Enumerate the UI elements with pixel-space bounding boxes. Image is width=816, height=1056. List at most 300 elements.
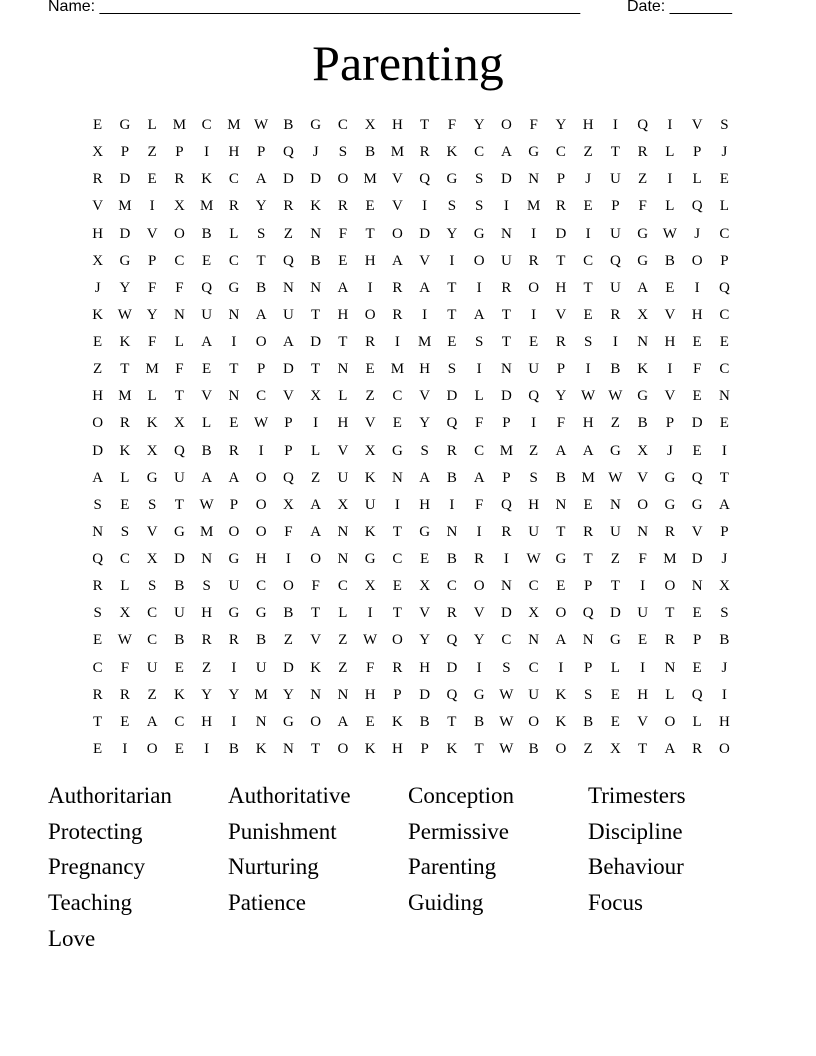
grid-letter: T: [447, 306, 457, 323]
grid-letter: J: [694, 225, 701, 242]
grid-letter: N: [500, 361, 512, 378]
grid-letter: P: [420, 740, 429, 757]
page-title: Parenting: [312, 35, 504, 91]
header-row: [48, 0, 748, 20]
grid-letter: A: [419, 279, 431, 296]
grid-letter: A: [310, 496, 322, 513]
grid-letter: H: [555, 279, 567, 296]
grid-row: [84, 492, 738, 519]
grid-letter: C: [501, 632, 512, 649]
grid-letter: R: [283, 198, 294, 215]
grid-letter: P: [583, 578, 593, 595]
grid-letter: Z: [529, 442, 539, 459]
grid-letter: H: [364, 252, 376, 269]
grid-letter: M: [390, 144, 405, 161]
grid-letter: Y: [446, 225, 458, 242]
grid-letter: K: [391, 713, 403, 730]
grid-letter: C: [474, 144, 485, 161]
grid-letter: B: [310, 252, 321, 269]
grid-letter: Z: [93, 361, 103, 378]
grid-letter: G: [664, 496, 676, 513]
grid-letter: N: [337, 523, 349, 540]
grid-letter: R: [92, 578, 103, 595]
grid-letter: P: [393, 686, 402, 703]
grid-letter: N: [528, 632, 540, 649]
grid-letter: O: [664, 578, 676, 595]
grid-letter: H: [691, 306, 703, 323]
word-list-item: Focus: [588, 890, 643, 916]
grid-letter: L: [120, 578, 130, 595]
grid-letter: A: [419, 469, 431, 486]
grid-letter: L: [692, 713, 702, 730]
grid-letter: T: [174, 496, 184, 513]
grid-letter: O: [555, 740, 567, 757]
grid-letter: I: [122, 740, 128, 757]
grid-letter: A: [255, 171, 267, 188]
grid-letter: Q: [528, 388, 540, 405]
grid-letter: N: [391, 469, 403, 486]
grid-letter: W: [608, 388, 623, 405]
grid-letter: H: [337, 306, 349, 323]
grid-letter: Q: [173, 442, 185, 459]
grid-letter: B: [583, 713, 594, 730]
grid-letter: O: [228, 523, 240, 540]
grid-row: [84, 465, 738, 492]
grid-letter: T: [556, 252, 566, 269]
grid-letter: X: [282, 496, 294, 513]
grid-letter: G: [637, 225, 649, 242]
grid-letter: T: [311, 306, 321, 323]
grid-letter: T: [610, 578, 620, 595]
grid-letter: R: [446, 442, 457, 459]
grid-letter: R: [92, 171, 103, 188]
grid-letter: C: [583, 252, 594, 269]
grid-letter: V: [637, 713, 649, 730]
grid-letter: H: [337, 415, 349, 432]
grid-letter: V: [473, 605, 485, 622]
grid-letter: S: [583, 334, 593, 351]
grid-letter: T: [311, 361, 321, 378]
grid-letter: H: [528, 496, 540, 513]
grid-letter: I: [721, 442, 727, 459]
grid-letter: L: [311, 442, 321, 459]
word-list-item: Punishment: [228, 818, 337, 844]
grid-letter: V: [419, 252, 431, 269]
grid-letter: I: [640, 578, 646, 595]
grid-letter: E: [147, 171, 157, 188]
grid-letter: A: [718, 496, 730, 513]
grid-letter: P: [556, 361, 566, 378]
grid-letter: X: [92, 144, 104, 161]
grid-letter: I: [231, 659, 237, 676]
grid-letter: U: [609, 225, 621, 242]
grid-letter: V: [419, 388, 431, 405]
grid-letter: R: [337, 198, 348, 215]
grid-letter: Z: [365, 388, 375, 405]
grid-letter: K: [92, 306, 104, 323]
grid-letter: B: [365, 144, 376, 161]
grid-letter: D: [500, 171, 512, 188]
grid-letter: P: [692, 632, 702, 649]
grid-letter: J: [721, 551, 728, 568]
grid-letter: L: [229, 225, 239, 242]
word-list-item: Teaching: [48, 890, 132, 916]
grid-letter: G: [446, 171, 458, 188]
grid-letter: Z: [610, 551, 620, 568]
grid-letter: Q: [446, 632, 458, 649]
grid-letter: A: [555, 442, 567, 459]
grid-letter: T: [665, 605, 675, 622]
grid-letter: O: [173, 225, 185, 242]
grid-letter: C: [392, 388, 403, 405]
grid-letter: K: [637, 361, 649, 378]
grid-letter: G: [691, 496, 703, 513]
grid-letter: L: [665, 198, 675, 215]
grid-row: [84, 166, 738, 193]
grid-letter: D: [419, 686, 431, 703]
grid-letter: G: [419, 523, 431, 540]
grid-letter: W: [363, 632, 378, 649]
word-list-item: Conception: [408, 783, 515, 808]
grid-letter: H: [718, 713, 730, 730]
grid-letter: M: [172, 117, 187, 134]
grid-letter: E: [529, 334, 539, 351]
grid-letter: T: [583, 551, 593, 568]
grid-letter: L: [202, 415, 212, 432]
grid-letter: M: [199, 198, 214, 215]
grid-letter: T: [719, 469, 729, 486]
grid-letter: C: [474, 442, 485, 459]
grid-letter: T: [420, 117, 430, 134]
grid-letter: R: [610, 306, 621, 323]
grid-letter: H: [92, 225, 104, 242]
grid-letter: C: [337, 117, 348, 134]
grid-letter: L: [719, 198, 729, 215]
grid-letter: C: [555, 144, 566, 161]
grid-letter: W: [608, 469, 623, 486]
grid-letter: Q: [718, 279, 730, 296]
grid-letter: L: [474, 388, 484, 405]
grid-letter: I: [640, 659, 646, 676]
grid-letter: N: [310, 686, 322, 703]
grid-letter: H: [582, 117, 594, 134]
grid-letter: F: [120, 659, 130, 676]
grid-letter: Q: [691, 198, 703, 215]
grid-letter: U: [609, 171, 621, 188]
grid-letter: Z: [311, 469, 321, 486]
grid-letter: T: [365, 225, 375, 242]
grid-letter: W: [499, 713, 514, 730]
grid-letter: S: [447, 361, 457, 378]
grid-letter: B: [283, 117, 294, 134]
grid-letter: R: [119, 415, 130, 432]
grid-letter: E: [365, 198, 375, 215]
grid-letter: G: [637, 388, 649, 405]
grid-letter: Q: [282, 144, 294, 161]
grid-letter: Q: [691, 469, 703, 486]
grid-letter: V: [664, 388, 676, 405]
grid-letter: H: [419, 496, 431, 513]
grid-letter: I: [612, 334, 618, 351]
grid-letter: S: [720, 605, 729, 622]
grid-letter: U: [500, 252, 512, 269]
grid-letter: Z: [583, 740, 593, 757]
grid-letter: N: [500, 578, 512, 595]
grid-letter: H: [419, 659, 431, 676]
grid-letter: O: [718, 740, 730, 757]
grid-letter: J: [666, 442, 673, 459]
grid-row: [84, 709, 738, 736]
grid-letter: N: [92, 523, 104, 540]
grid-letter: B: [446, 469, 457, 486]
grid-letter: S: [93, 496, 102, 513]
grid-letter: C: [147, 605, 158, 622]
grid-letter: O: [528, 279, 540, 296]
grid-letter: I: [476, 279, 482, 296]
grid-letter: Q: [92, 551, 104, 568]
grid-letter: S: [202, 578, 211, 595]
grid-letter: U: [173, 469, 185, 486]
name-field-label: Name: ______________________________________________________: [48, 0, 581, 15]
grid-letter: Q: [282, 469, 294, 486]
grid-letter: F: [175, 361, 184, 378]
grid-letter: N: [555, 496, 567, 513]
grid-letter: D: [282, 171, 294, 188]
grid-letter: P: [256, 144, 266, 161]
grid-letter: O: [691, 252, 703, 269]
grid-letter: X: [718, 578, 730, 595]
grid-row: [84, 519, 738, 546]
grid-letter: E: [93, 740, 103, 757]
grid-letter: N: [691, 578, 703, 595]
grid-letter: R: [555, 198, 566, 215]
grid-letter: O: [255, 523, 267, 540]
grid-letter: V: [337, 442, 349, 459]
grid-letter: A: [473, 306, 485, 323]
grid-letter: I: [204, 740, 210, 757]
grid-letter: X: [364, 117, 376, 134]
grid-row: [84, 655, 738, 682]
grid-letter: G: [173, 523, 185, 540]
grid-letter: Y: [255, 198, 267, 215]
grid-letter: I: [476, 659, 482, 676]
grid-letter: G: [228, 605, 240, 622]
grid-letter: I: [422, 306, 428, 323]
grid-letter: S: [256, 225, 266, 242]
grid-letter: I: [422, 198, 428, 215]
grid-letter: I: [231, 334, 237, 351]
grid-letter: D: [500, 605, 512, 622]
grid-letter: O: [255, 496, 267, 513]
grid-letter: A: [310, 523, 322, 540]
grid-letter: H: [391, 740, 403, 757]
grid-letter: N: [582, 632, 594, 649]
grid-letter: H: [201, 713, 213, 730]
grid-letter: U: [173, 605, 185, 622]
grid-letter: P: [284, 415, 293, 432]
grid-letter: Z: [147, 144, 157, 161]
grid-letter: C: [174, 252, 185, 269]
grid-letter: T: [338, 334, 348, 351]
grid-letter: I: [313, 415, 319, 432]
grid-letter: F: [638, 551, 647, 568]
grid-letter: N: [173, 306, 185, 323]
grid-letter: Q: [637, 117, 649, 134]
grid-letter: B: [719, 632, 730, 649]
grid-letter: E: [583, 306, 593, 323]
grid-letter: R: [446, 605, 457, 622]
grid-letter: J: [312, 144, 319, 161]
grid-letter: K: [119, 442, 131, 459]
grid-letter: R: [692, 740, 703, 757]
grid-letter: H: [364, 686, 376, 703]
grid-letter: A: [582, 442, 594, 459]
grid-letter: R: [664, 523, 675, 540]
grid-letter: X: [146, 551, 158, 568]
grid-row: [84, 302, 738, 329]
grid-letter: G: [310, 117, 322, 134]
grid-letter: D: [119, 171, 131, 188]
word-list-item: Discipline: [588, 818, 683, 844]
grid-letter: S: [529, 469, 538, 486]
grid-letter: M: [663, 551, 677, 568]
grid-letter: J: [585, 171, 592, 188]
grid-letter: U: [528, 361, 540, 378]
grid-letter: N: [664, 659, 676, 676]
grid-letter: V: [664, 306, 676, 323]
grid-letter: I: [204, 144, 210, 161]
grid-letter: X: [637, 306, 649, 323]
grid-letter: E: [638, 632, 648, 649]
grid-letter: H: [228, 144, 240, 161]
grid-letter: W: [499, 740, 514, 757]
grid-letter: F: [474, 415, 484, 432]
grid-letter: K: [255, 740, 267, 757]
grid-letter: N: [310, 225, 322, 242]
grid-letter: T: [174, 388, 184, 405]
grid-letter: C: [228, 252, 239, 269]
grid-letter: E: [692, 388, 702, 405]
grid-letter: O: [391, 632, 403, 649]
grid-letter: I: [149, 198, 155, 215]
grid-letter: X: [364, 442, 376, 459]
grid-letter: O: [500, 117, 512, 134]
grid-letter: B: [610, 361, 621, 378]
grid-row: [84, 356, 738, 383]
grid-letter: O: [391, 225, 403, 242]
grid-letter: C: [256, 578, 267, 595]
grid-letter: C: [147, 632, 158, 649]
grid-letter: H: [582, 415, 594, 432]
grid-letter: U: [609, 279, 621, 296]
grid-letter: F: [556, 415, 566, 432]
grid-letter: L: [665, 686, 675, 703]
grid-letter: N: [310, 279, 322, 296]
grid-letter: M: [145, 361, 159, 378]
grid-letter: Y: [419, 415, 431, 432]
grid-letter: H: [201, 605, 213, 622]
grid-letter: D: [691, 415, 703, 432]
grid-letter: N: [228, 306, 240, 323]
grid-letter: Y: [146, 306, 158, 323]
word-list-item: Permissive: [408, 818, 509, 844]
grid-letter: D: [691, 551, 703, 568]
grid-letter: D: [310, 171, 322, 188]
grid-letter: F: [638, 198, 647, 215]
grid-letter: O: [528, 713, 540, 730]
grid-row: [84, 139, 738, 166]
grid-letter: L: [147, 388, 157, 405]
word-list-item: Pregnancy: [48, 854, 146, 880]
grid-letter: Q: [201, 279, 213, 296]
grid-row: [84, 573, 738, 600]
grid-letter: I: [285, 551, 291, 568]
grid-letter: Z: [638, 171, 648, 188]
grid-letter: E: [719, 415, 729, 432]
grid-row: [84, 682, 738, 709]
grid-letter: Y: [282, 686, 294, 703]
grid-letter: G: [282, 713, 294, 730]
grid-letter: K: [446, 144, 458, 161]
grid-letter: Q: [500, 496, 512, 513]
grid-letter: X: [337, 496, 349, 513]
grid-letter: M: [118, 198, 132, 215]
grid-letter: E: [692, 334, 702, 351]
grid-letter: R: [228, 632, 239, 649]
grid-letter: C: [528, 578, 539, 595]
grid-letter: P: [175, 144, 184, 161]
grid-letter: K: [555, 686, 567, 703]
grid-letter: K: [364, 469, 376, 486]
grid-letter: M: [581, 469, 595, 486]
grid-letter: G: [391, 442, 403, 459]
grid-letter: E: [665, 279, 675, 296]
grid-letter: F: [365, 659, 375, 676]
grid-letter: E: [174, 659, 184, 676]
grid-letter: T: [501, 334, 511, 351]
grid-letter: B: [446, 551, 457, 568]
grid-letter: W: [199, 496, 214, 513]
grid-letter: I: [558, 659, 564, 676]
grid-letter: K: [364, 523, 376, 540]
grid-letter: J: [721, 659, 728, 676]
grid-letter: B: [256, 632, 267, 649]
grid-letter: E: [583, 496, 593, 513]
grid-letter: T: [501, 306, 511, 323]
grid-letter: I: [394, 334, 400, 351]
grid-letter: Y: [228, 686, 240, 703]
grid-letter: T: [392, 523, 402, 540]
grid-letter: A: [391, 252, 403, 269]
grid-letter: T: [447, 713, 457, 730]
grid-letter: I: [531, 306, 537, 323]
grid-letter: Y: [555, 388, 567, 405]
grid-letter: P: [229, 496, 239, 513]
grid-letter: B: [419, 713, 430, 730]
grid-letter: F: [311, 578, 320, 595]
grid-letter: A: [146, 713, 158, 730]
grid-letter: D: [282, 659, 294, 676]
grid-letter: H: [391, 117, 403, 134]
grid-letter: K: [146, 415, 158, 432]
grid-letter: N: [282, 279, 294, 296]
grid-letter: I: [503, 198, 509, 215]
grid-letter: N: [637, 523, 649, 540]
grid-letter: N: [609, 496, 621, 513]
grid-row: [84, 329, 738, 356]
grid-letter: O: [92, 415, 104, 432]
grid-letter: W: [254, 415, 269, 432]
